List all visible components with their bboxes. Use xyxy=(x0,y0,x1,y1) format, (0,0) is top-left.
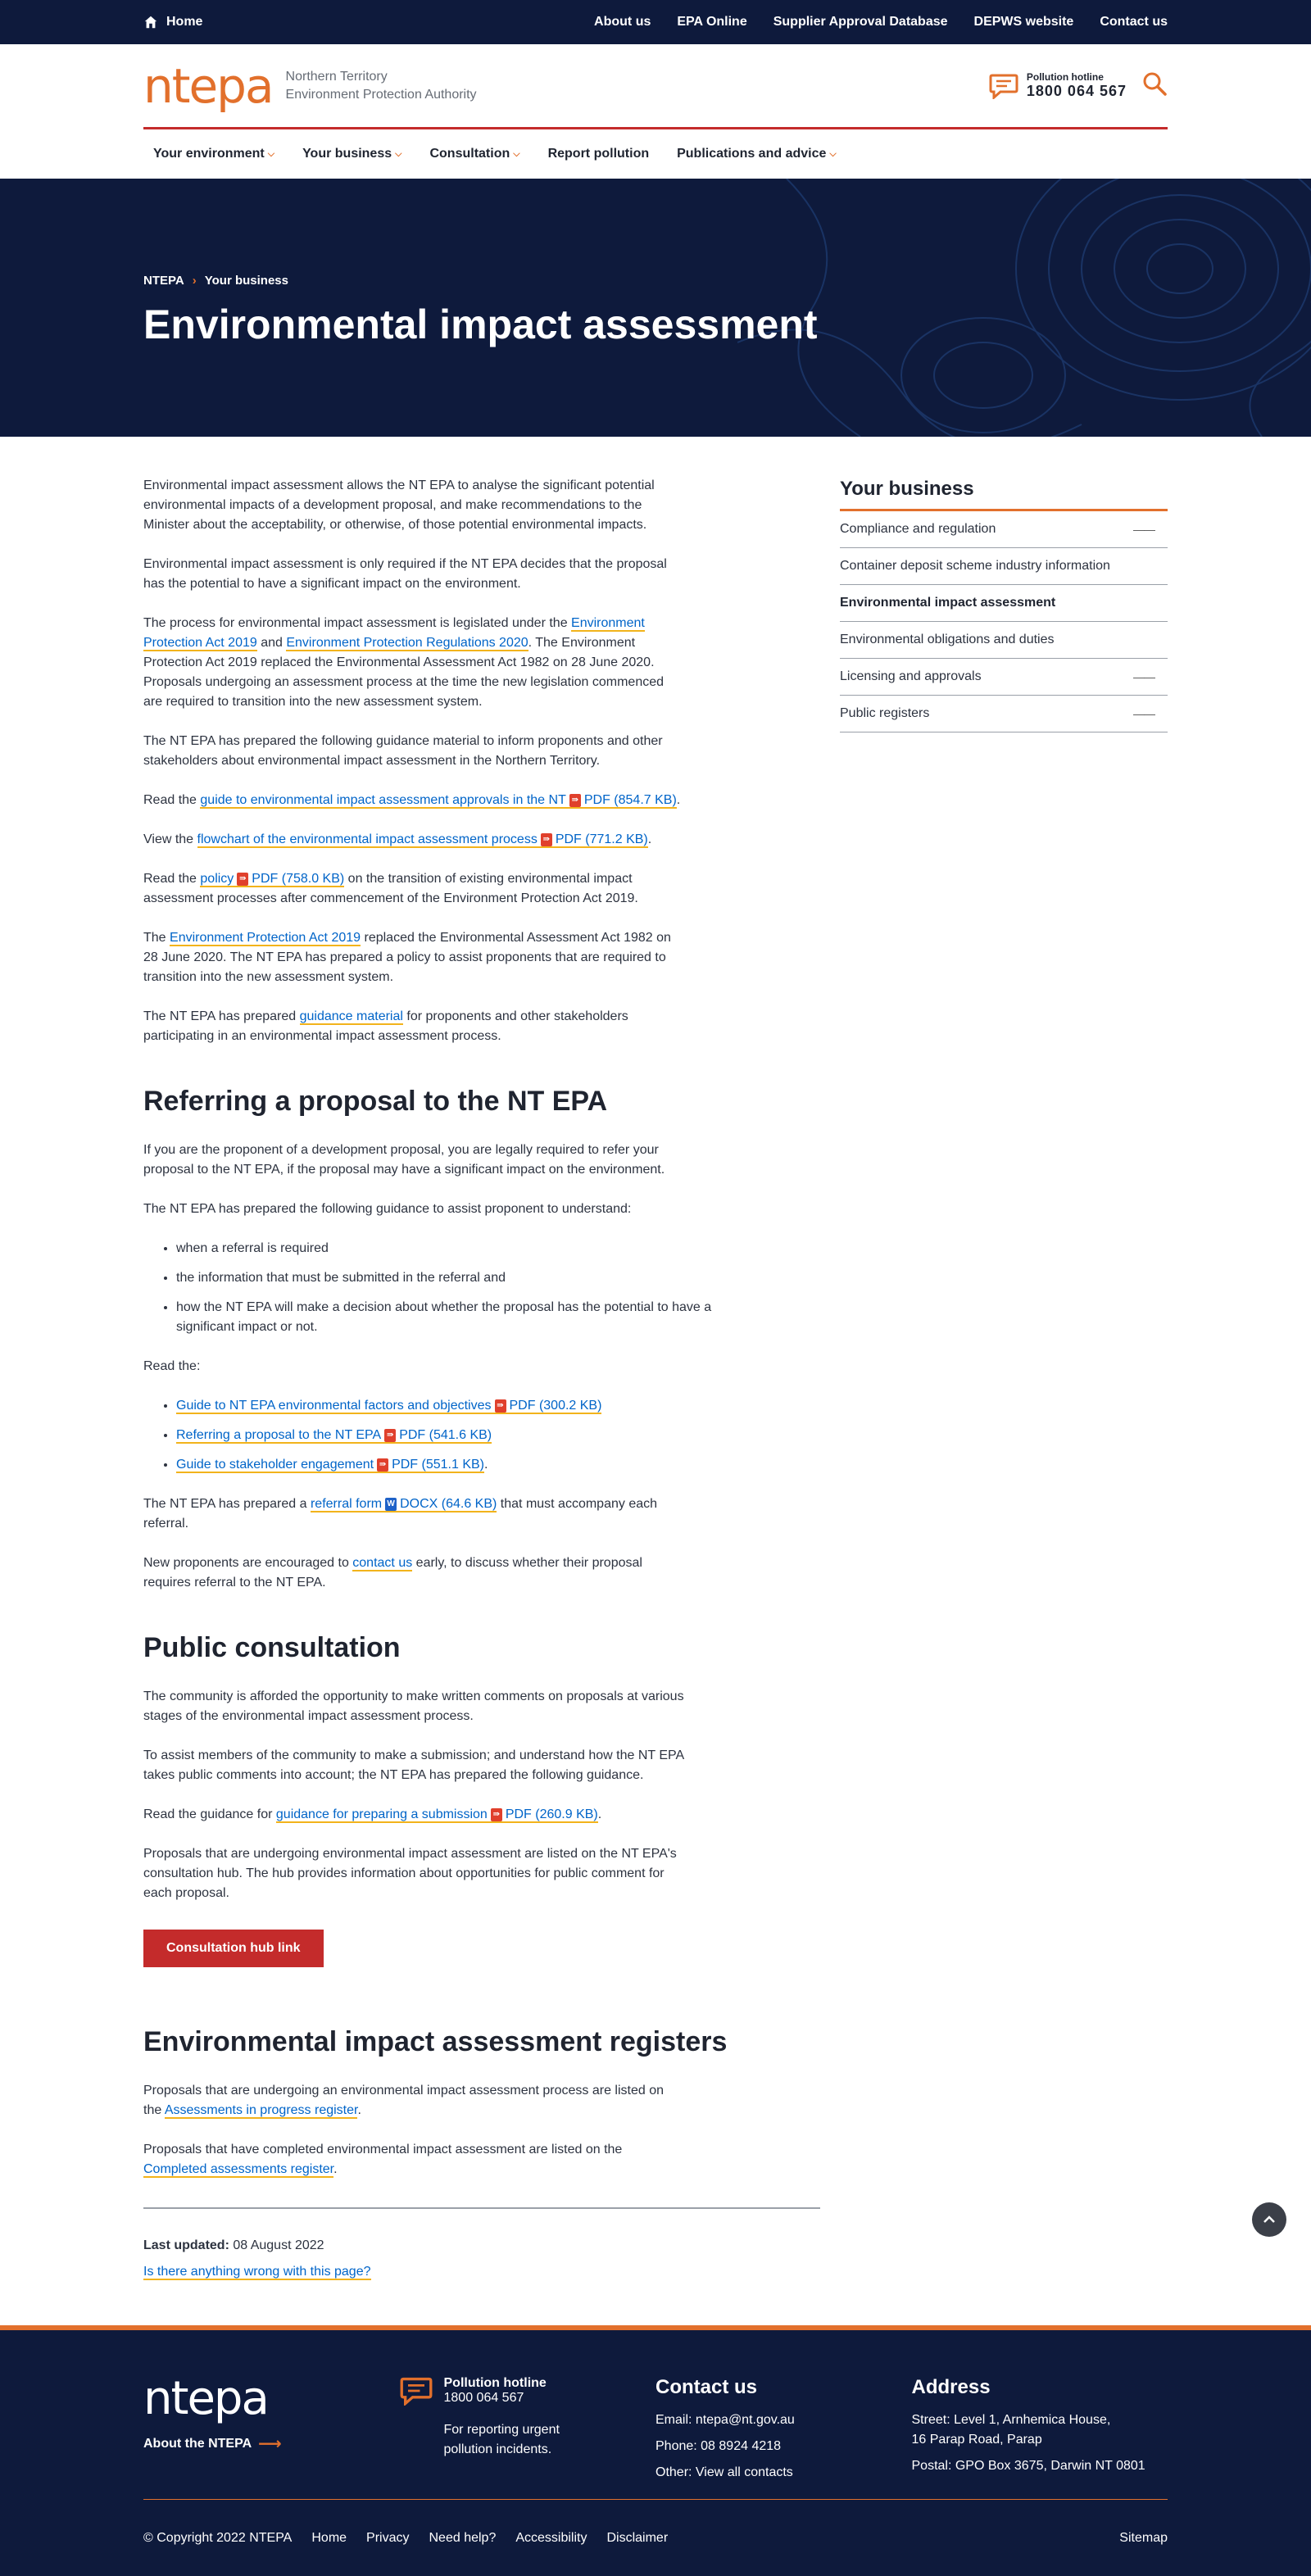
footer-email[interactable]: Email: ntepa@nt.gov.au xyxy=(656,2413,795,2427)
referring-docs-list xyxy=(176,1396,820,1475)
link-policy[interactable]: policy ⇛ PDF (758.0 KB) xyxy=(200,872,345,886)
list-item xyxy=(176,1396,750,1416)
pdf-icon: ⇛ xyxy=(384,1429,396,1442)
main-content xyxy=(143,476,820,2279)
list-item: • how the NT EPA will make a decision about whether the proposal has the potential to have a significant impact or not. xyxy=(176,1298,750,1337)
nav-label: Consultation xyxy=(429,147,510,161)
guidance-paragraph: The NT EPA has prepared guidance material for proponents and other stakeholders participating in an environmental impact assessment process. xyxy=(143,1009,628,1043)
link-guidance-material[interactable]: guidance material xyxy=(299,1009,403,1023)
read-the-label: Read the: xyxy=(143,1359,201,1373)
link-assessments-in-progress[interactable]: Assessments in progress register xyxy=(164,2103,358,2117)
pdf-icon: ⇛ xyxy=(377,1458,388,1472)
site-logo[interactable] xyxy=(143,57,477,114)
registers-paragraph-2: Proposals that have completed environmental impact assessment are listed on the Completed assessments register. xyxy=(143,2143,623,2176)
site-header xyxy=(0,44,1311,129)
footer-hotline-number[interactable]: 1800 064 567 xyxy=(443,2391,524,2405)
chevron-right-icon: › xyxy=(192,274,197,288)
heading-referring-proposal: Referring a proposal to the NT EPA xyxy=(143,1086,608,1117)
footer-hotline-title: Pollution hotline xyxy=(443,2376,547,2390)
intro-paragraph-2: Environmental impact assessment is only required if the NT EPA decides that the proposal has the potential to have a significant impact on the environment. xyxy=(143,557,667,591)
heading-public-consultation: Public consultation xyxy=(143,1632,401,1663)
speech-bubble-icon xyxy=(400,2376,433,2406)
footer-link-accessibility[interactable]: Accessibility xyxy=(515,2530,587,2545)
list-item xyxy=(176,1426,750,1445)
link-environment-protection-regulations[interactable]: Environment Protection Regulations 2020 xyxy=(286,636,528,650)
referring-bullet-list xyxy=(176,1239,820,1337)
footer-brand xyxy=(143,2372,400,2499)
sidebar-item-compliance[interactable] xyxy=(840,511,1168,548)
sidebar-item-label: Compliance and regulation xyxy=(840,522,996,536)
top-link-epa-online[interactable]: EPA Online xyxy=(677,15,747,29)
home-label: Home xyxy=(166,15,203,29)
referring-paragraph-1: If you are the proponent of a development proposal, you are legally required to refer your proposal to the NT EPA, if the proposal may have a significant impact on the environment. xyxy=(143,1143,665,1177)
footer-link-need-help[interactable]: Need help? xyxy=(429,2530,497,2545)
chevron-down-icon: ⌵ xyxy=(267,148,275,159)
footer-logo[interactable]: ntepa xyxy=(143,2372,268,2425)
top-link-about-us[interactable]: About us xyxy=(594,15,651,29)
main-navigation xyxy=(0,129,1311,179)
link-environmental-factors-guide[interactable]: Guide to NT EPA environmental factors and objectives ⇛ PDF (300.2 KB) xyxy=(176,1399,602,1413)
content-area xyxy=(0,437,1311,2279)
hotline-link[interactable] xyxy=(989,71,1127,100)
breadcrumb xyxy=(143,274,1168,288)
consultation-paragraph-2: To assist members of the community to make a submission; and understand how the NT EPA takes public comments into account; the NT EPA has prepared the following guidance. xyxy=(143,1748,684,1782)
footer-link-sitemap[interactable]: Sitemap xyxy=(1119,2530,1168,2545)
nav-report-pollution[interactable] xyxy=(548,147,650,161)
footer-about-label: About the NTEPA xyxy=(143,2436,252,2451)
contact-paragraph: New proponents are encouraged to contact us early, to discuss whether their proposal requires referral to the NT EPA. xyxy=(143,1556,642,1590)
consultation-hub-button[interactable]: Consultation hub link xyxy=(143,1930,324,1967)
footer-address-title: Address xyxy=(911,2376,991,2398)
guide-paragraph: Read the guide to environmental impact assessment approvals in the NT ⇛ PDF (854.7 KB). xyxy=(143,793,681,807)
header-hotline xyxy=(989,70,1168,101)
top-link-contact-us[interactable]: Contact us xyxy=(1100,15,1168,29)
link-environment-protection-act-2[interactable]: Environment Protection Act 2019 xyxy=(170,931,361,945)
expand-icon[interactable]: —— xyxy=(1133,523,1154,536)
logo-wordmark: ntepa xyxy=(143,57,273,114)
sidebar xyxy=(840,476,1168,2279)
logo-subtitle xyxy=(286,68,477,104)
consultation-paragraph-1: The community is afforded the opportunity to make written comments on proposals at various stages of the environmental impact assessment process. xyxy=(143,1689,684,1723)
heading-eia-registers: Environmental impact assessment registers xyxy=(143,2026,728,2057)
sidebar-item-label: Environmental impact assessment xyxy=(840,596,1056,610)
nav-label: Publications and advice xyxy=(677,147,827,161)
page-title: Environmental impact assessment xyxy=(143,302,818,347)
sidebar-item-container-deposit[interactable] xyxy=(840,548,1168,585)
home-icon xyxy=(143,15,158,29)
submission-guide-paragraph: Read the guidance for guidance for preparing a submission ⇛ PDF (260.9 KB). xyxy=(143,1807,602,1821)
footer-street: Street: Level 1, Arnhemica House, 16 Parap Road, Parap xyxy=(911,2413,1111,2447)
back-to-top-button[interactable] xyxy=(1252,2202,1286,2237)
content-divider xyxy=(143,2207,820,2209)
docx-icon: W xyxy=(385,1498,397,1511)
chevron-down-icon: ⌵ xyxy=(513,148,520,159)
last-updated xyxy=(143,2238,820,2253)
link-eia-flowchart[interactable]: flowchart of the environmental impact assessment process ⇛ PDF (771.2 KB) xyxy=(197,832,648,846)
intro-paragraph-4: The NT EPA has prepared the following guidance material to inform proponents and other stakeholders about environmental impact assessment in the Northern Territory. xyxy=(143,734,663,768)
page-hero xyxy=(0,179,1311,437)
footer-hotline xyxy=(400,2376,656,2499)
hotline-label: Pollution hotline xyxy=(1026,71,1104,83)
nav-your-business[interactable] xyxy=(302,147,401,161)
sidebar-item-label: Container deposit scheme industry information xyxy=(840,559,1110,573)
flowchart-paragraph: View the flowchart of the environmental impact assessment process ⇛ PDF (771.2 KB). xyxy=(143,832,652,846)
footer-contact xyxy=(656,2376,912,2499)
sidebar-item-label: Licensing and approvals xyxy=(840,669,982,683)
footer-link-home[interactable]: Home xyxy=(311,2530,347,2545)
org-line-2: Environment Protection Authority xyxy=(285,87,477,102)
intro-paragraph-1: Environmental impact assessment allows the NT EPA to analyse the significant potential environmental impacts of a development proposal, and make recommendations to the Minister about the acceptability, or otherwise, of those potential environmental impacts. xyxy=(143,478,655,532)
chevron-up-icon xyxy=(1261,2211,1277,2228)
link-referral-form[interactable]: referral form W DOCX (64.6 KB) xyxy=(310,1497,497,1511)
nav-label: Report pollution xyxy=(547,147,650,161)
sidebar-item-label: Environmental obligations and duties xyxy=(840,633,1055,646)
chevron-down-icon: ⌵ xyxy=(829,148,837,159)
feedback-link[interactable]: Is there anything wrong with this page? xyxy=(143,2265,371,2279)
pdf-icon: ⇛ xyxy=(541,833,552,846)
nav-consultation[interactable] xyxy=(429,147,519,161)
sidebar-item-eia[interactable] xyxy=(840,585,1168,622)
nav-publications-and-advice[interactable] xyxy=(677,147,837,161)
link-eia-approvals-guide[interactable]: guide to environmental impact assessment approvals in the NT ⇛ PDF (854.7 KB) xyxy=(200,793,677,807)
footer-phone[interactable]: Phone: 08 8924 4218 xyxy=(656,2439,782,2453)
copyright: © Copyright 2022 NTEPA xyxy=(143,2530,293,2545)
nav-label: Your business xyxy=(302,147,392,161)
pdf-icon: ⇛ xyxy=(237,873,248,886)
list-item: • the information that must be submitted in the referral and xyxy=(176,1268,750,1288)
link-stakeholder-engagement-guide[interactable]: Guide to stakeholder engagement ⇛ PDF (551.1 KB) xyxy=(176,1458,484,1472)
referral-form-paragraph: The NT EPA has prepared a referral form W DOCX (64.6 KB) that must accompany each referral. xyxy=(143,1497,658,1531)
nav-label: Your environment xyxy=(153,147,265,161)
search-button[interactable] xyxy=(1141,70,1168,101)
footer-other-contacts[interactable]: Other: View all contacts xyxy=(656,2465,793,2479)
sidebar-item-public-registers[interactable] xyxy=(840,696,1168,732)
hotline-number: 1800 064 567 xyxy=(1026,83,1127,99)
footer-contact-title: Contact us xyxy=(656,2376,758,2398)
top-bar xyxy=(0,0,1311,44)
pdf-icon: ⇛ xyxy=(495,1399,506,1413)
speech-bubble-icon xyxy=(989,73,1018,99)
nav-your-environment[interactable] xyxy=(153,147,274,161)
top-link-supplier-approval[interactable]: Supplier Approval Database xyxy=(773,15,948,29)
list-item: • when a referral is required xyxy=(176,1239,750,1259)
chevron-down-icon: ⌵ xyxy=(395,148,402,159)
expand-icon[interactable]: —— xyxy=(1133,707,1154,720)
footer-hotline-desc: For reporting urgent pollution incidents. xyxy=(443,2423,560,2456)
policy-paragraph: Read the policy ⇛ PDF (758.0 KB) on the transition of existing environmental impact assessment processes after commencement of the Environment Protection Act 2019. xyxy=(143,872,638,905)
link-referring-proposal[interactable]: Referring a proposal to the NT EPA ⇛ PDF (541.6 KB) xyxy=(176,1428,492,1442)
footer-link-disclaimer[interactable]: Disclaimer xyxy=(606,2530,669,2545)
arrow-right-icon: ⟶ xyxy=(258,2435,282,2453)
breadcrumb-your-business[interactable]: Your business xyxy=(204,274,288,288)
link-contact-us[interactable]: contact us xyxy=(352,1556,413,1570)
pdf-icon: ⇛ xyxy=(491,1808,502,1821)
footer-address xyxy=(912,2376,1168,2499)
utility-links xyxy=(594,15,1168,29)
act-paragraph: The Environment Protection Act 2019 replaced the Environmental Assessment Act 1982 on 28 June 2020. The NT EPA has prepared a policy to assist proponents that are required to transition into the new assessment system. xyxy=(143,931,671,984)
top-link-depws[interactable]: DEPWS website xyxy=(973,15,1074,29)
org-line-1: Northern Territory xyxy=(285,69,388,84)
sidebar-title: Your business xyxy=(840,478,1168,511)
list-item: • Guide to stakeholder engagement ⇛ PDF (551.1 KB). xyxy=(176,1455,750,1475)
registers-paragraph-1: Proposals that are undergoing an environmental impact assessment process are listed on the Assessments in progress register. xyxy=(143,2084,665,2117)
site-footer xyxy=(0,2325,1311,2576)
home-link[interactable] xyxy=(143,15,202,29)
last-updated-label: Last updated: xyxy=(143,2238,229,2252)
sidebar-item-licensing[interactable] xyxy=(840,659,1168,696)
sidebar-item-label: Public registers xyxy=(840,706,930,720)
breadcrumb-ntepa[interactable]: NTEPA xyxy=(143,274,184,288)
search-icon xyxy=(1141,70,1168,97)
link-environment-protection-act[interactable]: Environment Protection Act 2019 xyxy=(143,616,645,650)
link-submission-guidance[interactable]: guidance for preparing a submission ⇛ PDF (260.9 KB) xyxy=(275,1807,598,1821)
consultation-paragraph-4: Proposals that are undergoing environmental impact assessment are listed on the NT EPA's consultation hub. The hub provides information about opportunities for public comment for each proposal. xyxy=(143,1847,677,1900)
footer-bottom xyxy=(143,2499,1168,2576)
intro-paragraph-3: The process for environmental impact assessment is legislated under the Environment Protection Act 2019 and Environment Protection Regulations 2020. The Environment Protection Act 2019 replaced the Environmental Assessment Act 1982 on 28 June 2020. Proposals undergoing an assessment process at the time the new legislation commenced are required to transition into the new assessment system. xyxy=(143,616,665,709)
footer-postal: Postal: GPO Box 3675, Darwin NT 0801 xyxy=(911,2459,1145,2473)
last-updated-value: 08 August 2022 xyxy=(233,2238,324,2252)
footer-about-link[interactable] xyxy=(143,2433,400,2454)
referring-paragraph-2: The NT EPA has prepared the following guidance to assist proponent to understand: xyxy=(143,1202,632,1216)
footer-link-privacy[interactable]: Privacy xyxy=(366,2530,410,2545)
expand-icon[interactable]: —— xyxy=(1133,670,1154,683)
sidebar-item-obligations[interactable] xyxy=(840,622,1168,659)
pdf-icon: ⇛ xyxy=(569,794,581,807)
link-completed-assessments[interactable]: Completed assessments register xyxy=(143,2162,334,2176)
